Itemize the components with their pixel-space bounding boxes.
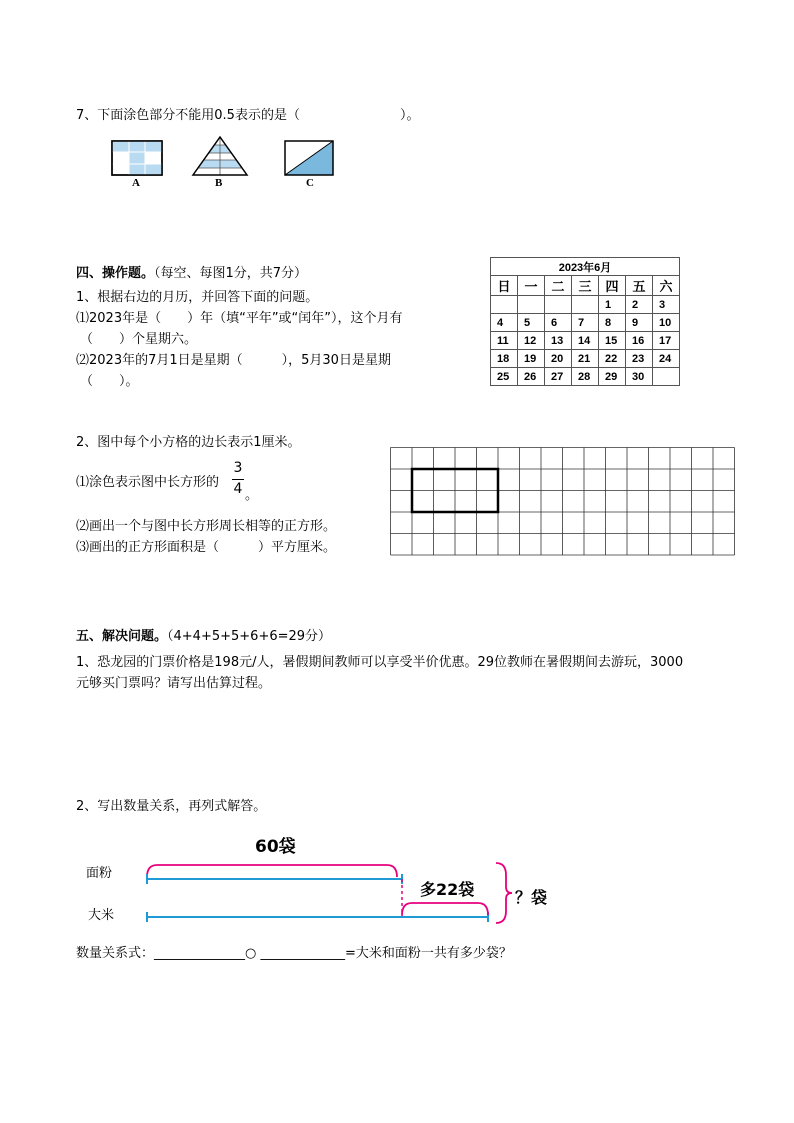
square-grid[interactable] <box>390 447 737 549</box>
relation-line: 数量关系式：______________○ _____________=大米和面粉一共有多少袋？ <box>76 946 512 961</box>
calendar-day: 19 <box>518 350 545 368</box>
weekday: 三 <box>572 276 599 296</box>
calendar <box>490 257 680 386</box>
s4-q1-line3: ⑵2023年的7月1日是星期（ ），5月30日是星期 <box>76 353 391 368</box>
weekday: 五 <box>626 276 653 296</box>
flour-amount-label: 60袋 <box>255 837 296 857</box>
s5-q1-line1: 1、恐龙园的门票价格是198元/人，暑假期间教师可以享受半价优惠。29位教师在暑假期间去游玩，3000 <box>76 655 684 670</box>
weekday: 六 <box>653 276 680 296</box>
relation-blank-1[interactable]: ______________ <box>154 946 246 961</box>
calendar-day: 21 <box>572 350 599 368</box>
calendar-day: 10 <box>653 314 680 332</box>
relation-blank-2[interactable]: _____________ <box>260 946 345 961</box>
calendar-day: 8 <box>599 314 626 332</box>
calendar-day <box>491 296 518 314</box>
calendar-day: 6 <box>545 314 572 332</box>
calendar-day: 13 <box>545 332 572 350</box>
calendar-day: 24 <box>653 350 680 368</box>
figure-b-label: B <box>215 177 223 189</box>
calendar-day: 12 <box>518 332 545 350</box>
rice-label: 大米 <box>88 908 115 923</box>
s4-q2-line1-end: 。 <box>245 488 259 503</box>
calendar-day: 1 <box>599 296 626 314</box>
q7-text: 7、下面涂色部分不能用0.5表示的是（ ）。 <box>76 108 420 123</box>
calendar-title: 2023年6月 <box>491 258 680 276</box>
figure-a <box>111 140 163 176</box>
extra-amount-label: 多22袋 <box>420 880 475 899</box>
calendar-day: 9 <box>626 314 653 332</box>
total-label: ？袋 <box>515 888 548 907</box>
calendar-day: 4 <box>491 314 518 332</box>
calendar-day: 26 <box>518 368 545 386</box>
weekday: 二 <box>545 276 572 296</box>
calendar-day: 17 <box>653 332 680 350</box>
calendar-day: 30 <box>626 368 653 386</box>
calendar-day: 22 <box>599 350 626 368</box>
calendar-day: 27 <box>545 368 572 386</box>
flour-label: 面粉 <box>86 866 113 881</box>
calendar-day <box>572 296 599 314</box>
fraction-denominator: 4 <box>233 481 243 497</box>
calendar-day: 5 <box>518 314 545 332</box>
bar-diagram <box>140 855 520 925</box>
fraction-numerator: 3 <box>233 460 243 476</box>
calendar-day: 23 <box>626 350 653 368</box>
figure-c <box>284 140 334 176</box>
calendar-day <box>653 368 680 386</box>
s5-q2-intro: 2、写出数量关系，再列式解答。 <box>76 799 267 814</box>
calendar-day: 2 <box>626 296 653 314</box>
calendar-day: 11 <box>491 332 518 350</box>
calendar-day <box>518 296 545 314</box>
calendar-day: 15 <box>599 332 626 350</box>
s4-q1-line4: （ ）。 <box>80 374 139 389</box>
calendar-day: 25 <box>491 368 518 386</box>
section4-heading: 四、操作题。（每空、每图1分，共7分） <box>76 266 308 281</box>
calendar-day: 7 <box>572 314 599 332</box>
weekday: 四 <box>599 276 626 296</box>
figure-b <box>192 136 248 176</box>
calendar-day <box>545 296 572 314</box>
calendar-day: 3 <box>653 296 680 314</box>
calendar-day: 14 <box>572 332 599 350</box>
figure-a-label: A <box>132 177 140 189</box>
s4-q2-line1: ⑴涂色表示图中长方形的 <box>76 475 220 490</box>
section5-heading: 五、解决问题。（4+4+5+5+6+6=29分） <box>76 629 332 644</box>
calendar-day: 20 <box>545 350 572 368</box>
relation-operator-circle[interactable]: ○ <box>245 946 257 961</box>
s4-q2-intro: 2、图中每个小方格的边长表示1厘米。 <box>76 435 301 450</box>
figure-c-label: C <box>306 177 314 189</box>
calendar-day: 29 <box>599 368 626 386</box>
s4-q1-intro: 1、根据右边的月历，并回答下面的问题。 <box>76 290 319 305</box>
weekday: 一 <box>518 276 545 296</box>
calendar-day: 16 <box>626 332 653 350</box>
s4-q1-line1: ⑴2023年是（ ）年（填“平年”或“闰年”），这个月有 <box>76 311 403 326</box>
fraction-bar <box>232 479 244 480</box>
s4-q2-line3: ⑶画出的正方形面积是（ ）平方厘米。 <box>76 540 337 555</box>
calendar-day: 28 <box>572 368 599 386</box>
calendar-day: 18 <box>491 350 518 368</box>
s5-q1-line2: 元够买门票吗？请写出估算过程。 <box>76 676 272 691</box>
s4-q1-line2: （ ）个星期六。 <box>80 332 198 347</box>
weekday: 日 <box>491 276 518 296</box>
s4-q2-line2: ⑵画出一个与图中长方形周长相等的正方形。 <box>76 519 337 534</box>
